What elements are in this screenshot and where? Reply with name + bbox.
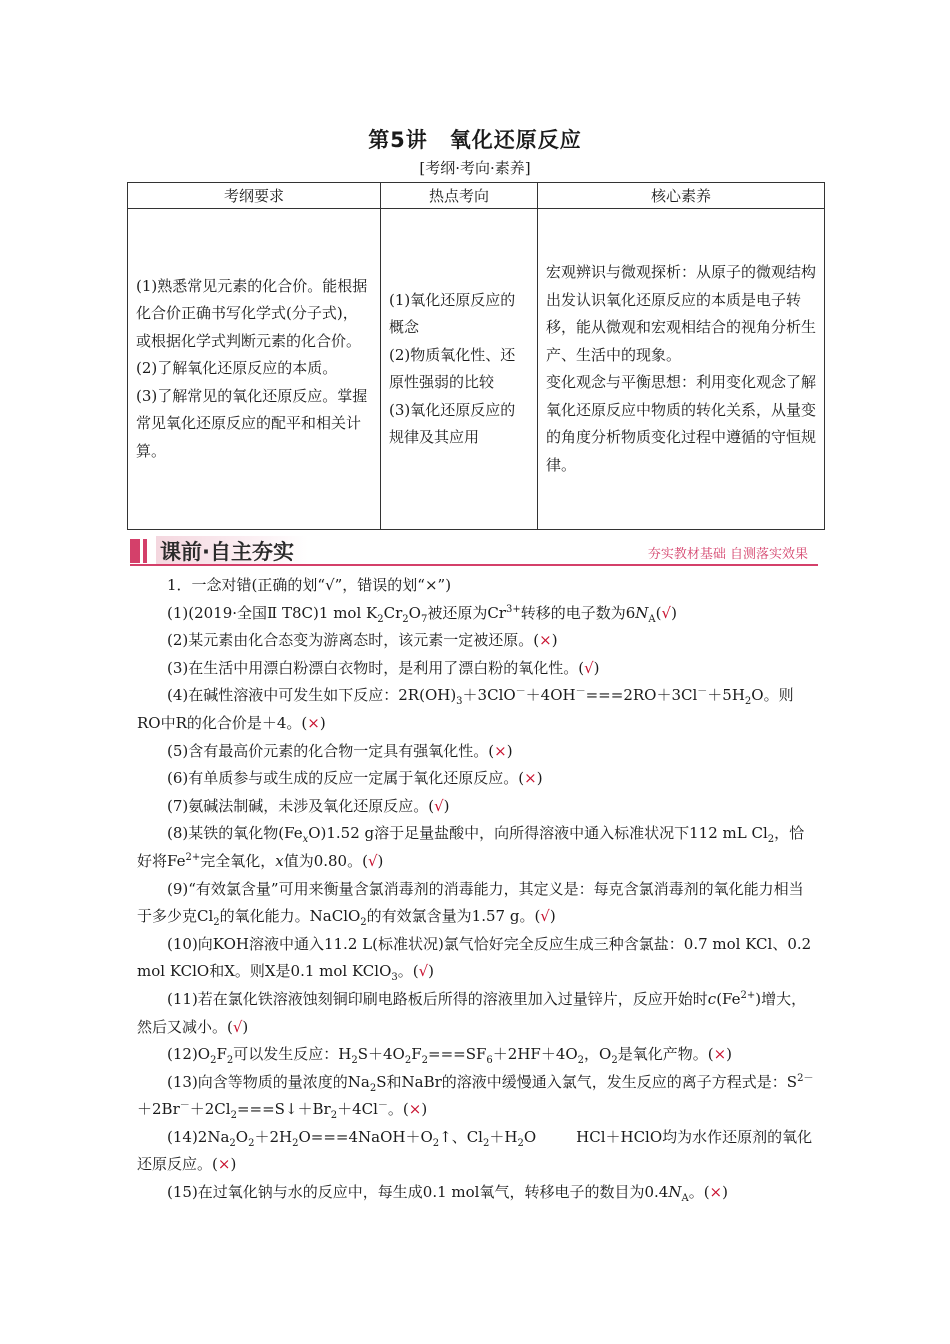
- page-subtitle: [考纲·考向·素养]: [419, 159, 531, 177]
- header-syllabus: 考纲要求: [128, 183, 381, 209]
- answer-mark: √: [540, 907, 550, 926]
- answer-mark: ×: [709, 1183, 723, 1202]
- exercise-item-14: $(14)2Na_2O_2+2H_2O===4NaOH+O_2↑$、$Cl_2+H_2O$ HCl＋HClO均为水作还原剂的氧化还原反应。(×): [137, 1127, 813, 1174]
- answer-mark: ×: [539, 631, 552, 650]
- requirements-table: [127, 182, 825, 530]
- syllabus-cell: [128, 209, 381, 530]
- syllabus-item: (3)了解常见的氧化还原反应。掌握常见氧化还原反应的配平和相关计算。: [136, 386, 368, 460]
- core-literacy-cell: [538, 209, 825, 530]
- syllabus-item: (2)了解氧化还原反应的本质。: [136, 359, 338, 378]
- answer-mark: ×: [524, 769, 537, 788]
- section-title: 课前·自主夯实: [156, 536, 308, 566]
- core-literacy-item: 宏观辨识与微观探析：从原子的微观结构出发认识氧化还原反应的本质是电子转移，能从微观和宏观相结合的视角分析生产、生活中的现象。: [546, 263, 817, 364]
- exercise-item-2: (2)某元素由化合态变为游离态时，该元素一定被还原。(×): [167, 631, 558, 650]
- exercise-item-7: (7)氨碱法制碱，未涉及氧化还原反应。(√): [167, 796, 450, 815]
- page-title: 第5讲 氧化还原反应: [368, 128, 582, 152]
- exercise-list: [137, 572, 817, 1207]
- banner-underline: [130, 564, 818, 566]
- hot-topics-cell: [381, 209, 538, 530]
- exercise-intro: 1．一念对错(正确的划“√”，错误的划“×”): [167, 576, 452, 594]
- hot-topic-item: (3)氧化还原反应的规律及其应用: [389, 400, 516, 446]
- exercise-item-12: $(12)O_2F_2$可以发生反应：$H_2S+4O_2F_2===SF_6+2HF+4O_2$，$O_2$是氧化产物。(×): [167, 1045, 733, 1067]
- banner-accent-bar: [130, 539, 140, 563]
- answer-mark: √: [418, 962, 429, 981]
- table-row: [128, 209, 825, 530]
- table-header-row: [128, 183, 825, 209]
- section-subtitle: 夯实教材基础 自测落实效果: [647, 547, 808, 562]
- section-banner: [130, 536, 818, 566]
- exercise-item-3: (3)在生活中用漂白粉漂白衣物时，是利用了漂白粉的氧化性。(√): [167, 658, 600, 677]
- header-core-literacy: 核心素养: [538, 183, 825, 209]
- exercise-item-15: (15)在过氧化钠与水的反应中，每生成0.1 mol氧气，转移电子的数目为$0.4N_A$。(×): [167, 1183, 728, 1205]
- exercise-item-4: (4)在碱性溶液中可发生如下反应：$2R(OH)_3+3ClO^-+4OH^-===2RO+3Cl^-+5H_2O$。则RO中R的化合价是＋4。(×): [137, 686, 794, 732]
- answer-mark: √: [367, 851, 378, 870]
- header-hot-topics: 热点考向: [381, 183, 538, 209]
- core-literacy-item: 变化观念与平衡思想：利用变化观念了解氧化还原反应中物质的转化关系，从量变的角度分析物质变化过程中遵循的守恒规律。: [546, 373, 817, 474]
- hot-topic-item: (1)氧化还原反应的概念: [389, 290, 516, 336]
- answer-mark: ×: [307, 713, 320, 732]
- banner-accent-bar: [143, 539, 147, 563]
- answer-mark: √: [434, 796, 444, 815]
- answer-mark: ×: [713, 1045, 727, 1064]
- exercise-item-11: (11)若在氯化铁溶液蚀刻铜印刷电路板后所得的溶液里加入过量锌片，反应开始时$c(Fe^{2+})$增大，然后又减小。(√): [137, 989, 807, 1036]
- exercise-item-5: (5)含有最高价元素的化合物一定具有强氧化性。(×): [167, 741, 513, 760]
- answer-mark: √: [661, 603, 672, 622]
- syllabus-item: (1)熟悉常见元素的化合价。能根据化合价正确书写化学式(分子式)，或根据化学式判断元素的化合价。: [136, 276, 368, 350]
- hot-topic-item: (2)物质氧化性、还原性强弱的比较: [389, 345, 516, 391]
- exercise-item-8: (8)某铁的氧化物$(Fe_xO)1.52$ g溶于足量盐酸中，向所得溶液中通入标准状况下112 mL $Cl_2$，恰好将$Fe^{2+}$完全氧化，x值为0.80。(√): [137, 824, 805, 870]
- exercise-item-6: (6)有单质参与或生成的反应一定属于氧化还原反应。(×): [167, 769, 543, 788]
- exercise-item-10: (10)向KOH溶液中通入11.2 L(标准状况)氯气恰好完全反应生成三种含氯盐：0.7 mol KCl、0.2 mol KClO和X。则X是0.1 mol KClO$_3$。(√): [137, 934, 812, 984]
- exercise-item-9: (9)“有效氯含量”可用来衡量含氯消毒剂的消毒能力，其定义是：每克含氯消毒剂的氧化能力相当于多少克$Cl_2$的氧化能力。NaClO$_2$的有效氯含量为1.57 g。(√): [137, 879, 804, 929]
- answer-mark: ×: [408, 1100, 422, 1119]
- answer-mark: √: [232, 1017, 243, 1036]
- answer-mark: ×: [217, 1155, 231, 1174]
- exercise-item-13: (13)向含等物质的量浓度的$Na_2S$和NaBr的溶液中缓慢通入氯气，发生反应的离子方程式是：$S^{2-}+2Br^-+2Cl_2===S↓+Br_2+4Cl^-$。(×): [137, 1072, 814, 1122]
- exercise-item-1: (1)(2019·全国Ⅱ T8C)1 mol $K_2Cr_2O_7$被还原为$Cr^{3+}$转移的电子数为$6N_A(√)$: [167, 603, 677, 625]
- answer-mark: √: [584, 658, 594, 677]
- answer-mark: ×: [494, 741, 507, 760]
